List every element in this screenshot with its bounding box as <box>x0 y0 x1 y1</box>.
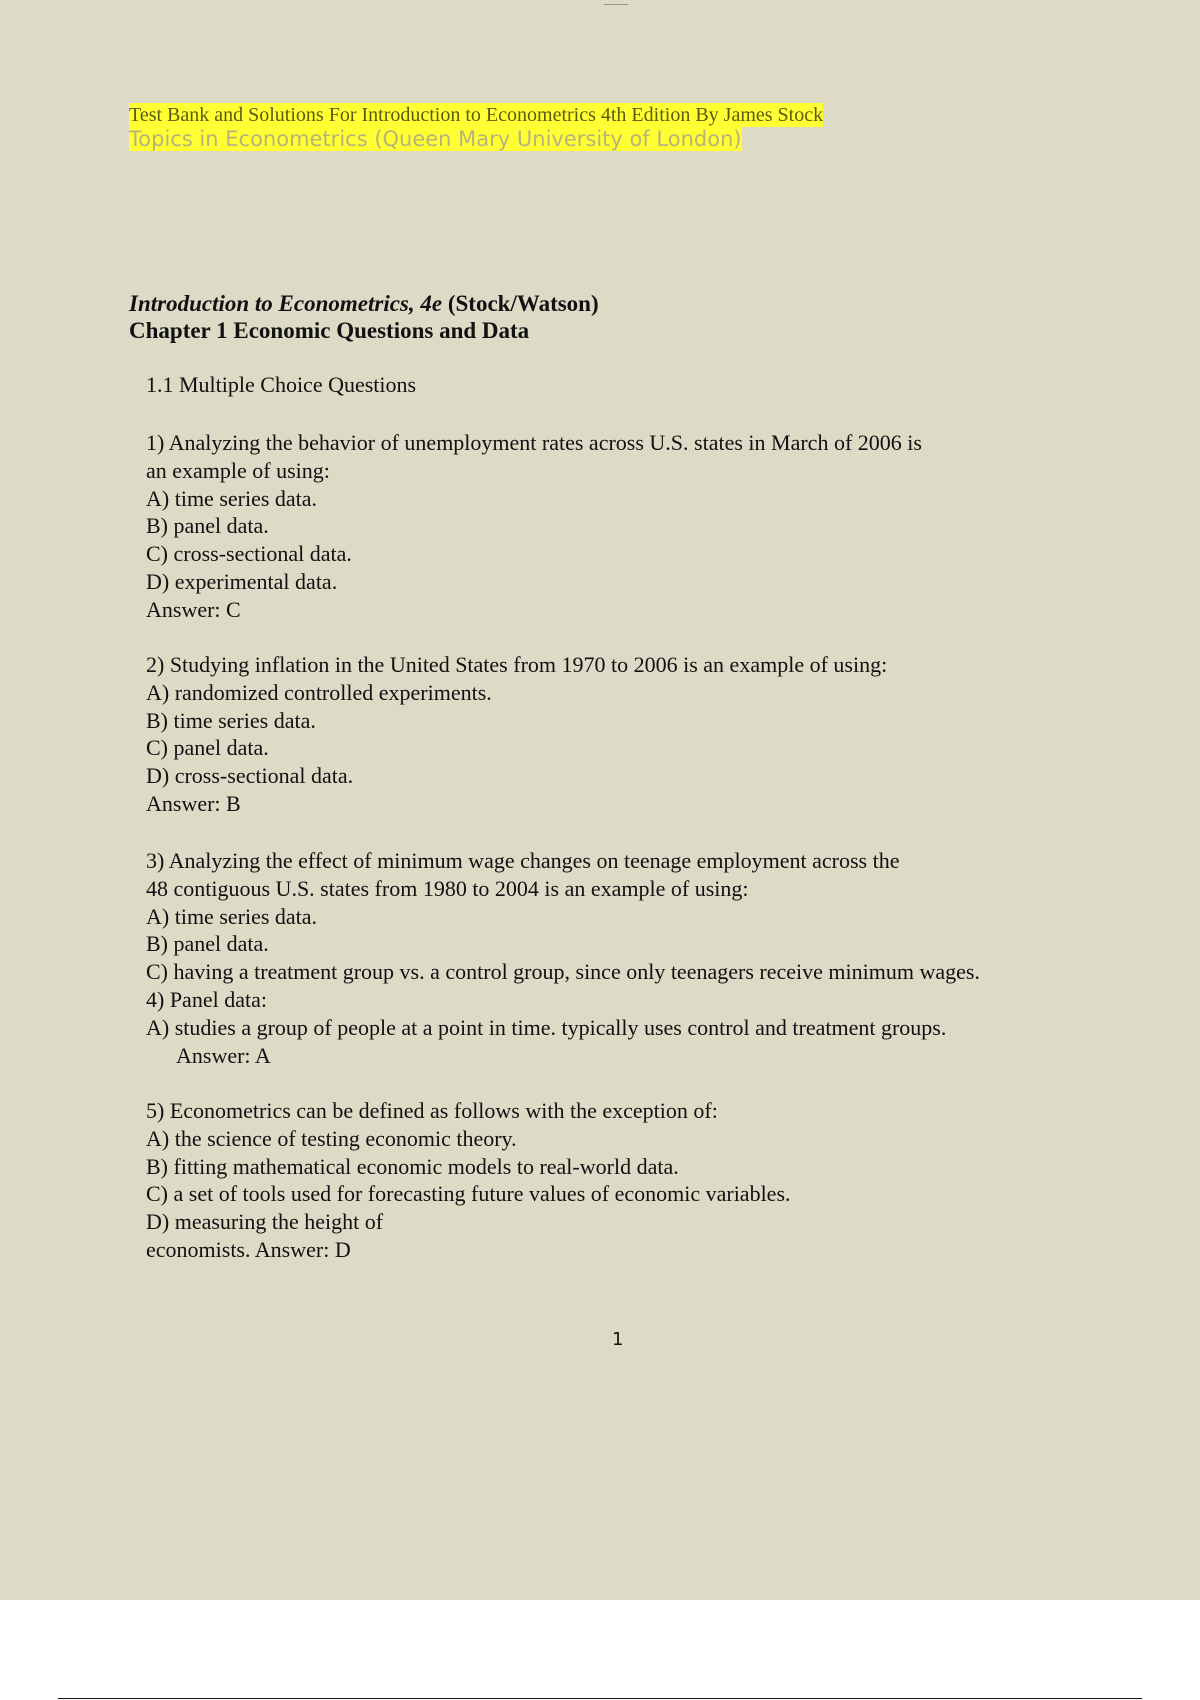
answer-option: C) having a treatment group vs. a control group, since only teenagers receive minimum wages. <box>146 959 980 985</box>
answer-option: A) randomized controlled experiments. <box>146 679 492 705</box>
book-title-name: Introduction to Econometrics, 4e <box>129 291 443 316</box>
question-line: 1) Analyzing the behavior of unemployment rates across U.S. states in March of 2006 is <box>146 430 922 455</box>
question-5 <box>146 1097 791 1264</box>
highlighted-header-line-1: Test Bank and Solutions For Introduction to Econometrics 4th Edition By James Stock <box>129 104 824 126</box>
question-3 <box>146 847 980 1069</box>
question-line: 2) Studying inflation in the United States from 1970 to 2006 is an example of using: <box>146 652 888 677</box>
question-2 <box>146 651 887 818</box>
answer-option: A) the science of testing economic theory. <box>146 1125 517 1151</box>
answer-option: B) fitting mathematical economic models to real-world data. <box>146 1153 679 1179</box>
answer-option: B) time series data. <box>146 707 316 733</box>
chapter-heading: Chapter 1 Economic Questions and Data <box>129 318 530 343</box>
answer-key: Answer: C <box>146 596 241 622</box>
answer-option: D) measuring the height of <box>146 1209 384 1235</box>
answer-option: C) panel data. <box>146 735 269 761</box>
answer-option: A) studies a group of people at a point in time. typically uses control and treatment groups. <box>146 1014 947 1040</box>
answer-key: economists. Answer: D <box>146 1236 351 1262</box>
page-top-mark <box>604 0 628 5</box>
answer-option: D) cross-sectional data. <box>146 763 354 789</box>
answer-key: Answer: B <box>146 790 241 816</box>
answer-option: C) cross-sectional data. <box>146 541 352 567</box>
answer-option: A) time series data. <box>146 903 318 929</box>
answer-option: D) experimental data. <box>146 568 338 594</box>
question-line: 3) Analyzing the effect of minimum wage changes on teenage employment across the <box>146 848 900 873</box>
question-line: 48 contiguous U.S. states from 1980 to 2004 is an example of using: <box>146 875 749 901</box>
section-heading: 1.1 Multiple Choice Questions <box>146 372 417 397</box>
answer-option: C) a set of tools used for forecasting future values of economic variables. <box>146 1181 791 1207</box>
answer-option: B) panel data. <box>146 931 269 957</box>
book-title-authors: (Stock/Watson) <box>442 291 599 316</box>
answer-option: B) panel data. <box>146 513 269 539</box>
highlighted-header-line-2: Topics in Econometrics (Queen Mary University of London) <box>129 127 742 151</box>
question-line: an example of using: <box>146 457 330 483</box>
book-title <box>129 290 599 317</box>
page-number: 1 <box>612 1329 624 1350</box>
question-line: 4) Panel data: <box>146 986 267 1012</box>
question-line: 5) Econometrics can be defined as follows with the exception of: <box>146 1098 718 1123</box>
question-1 <box>146 429 922 624</box>
answer-key: Answer: A <box>176 1042 271 1068</box>
answer-option: A) time series data. <box>146 485 318 511</box>
bottom-divider <box>58 1698 1142 1699</box>
